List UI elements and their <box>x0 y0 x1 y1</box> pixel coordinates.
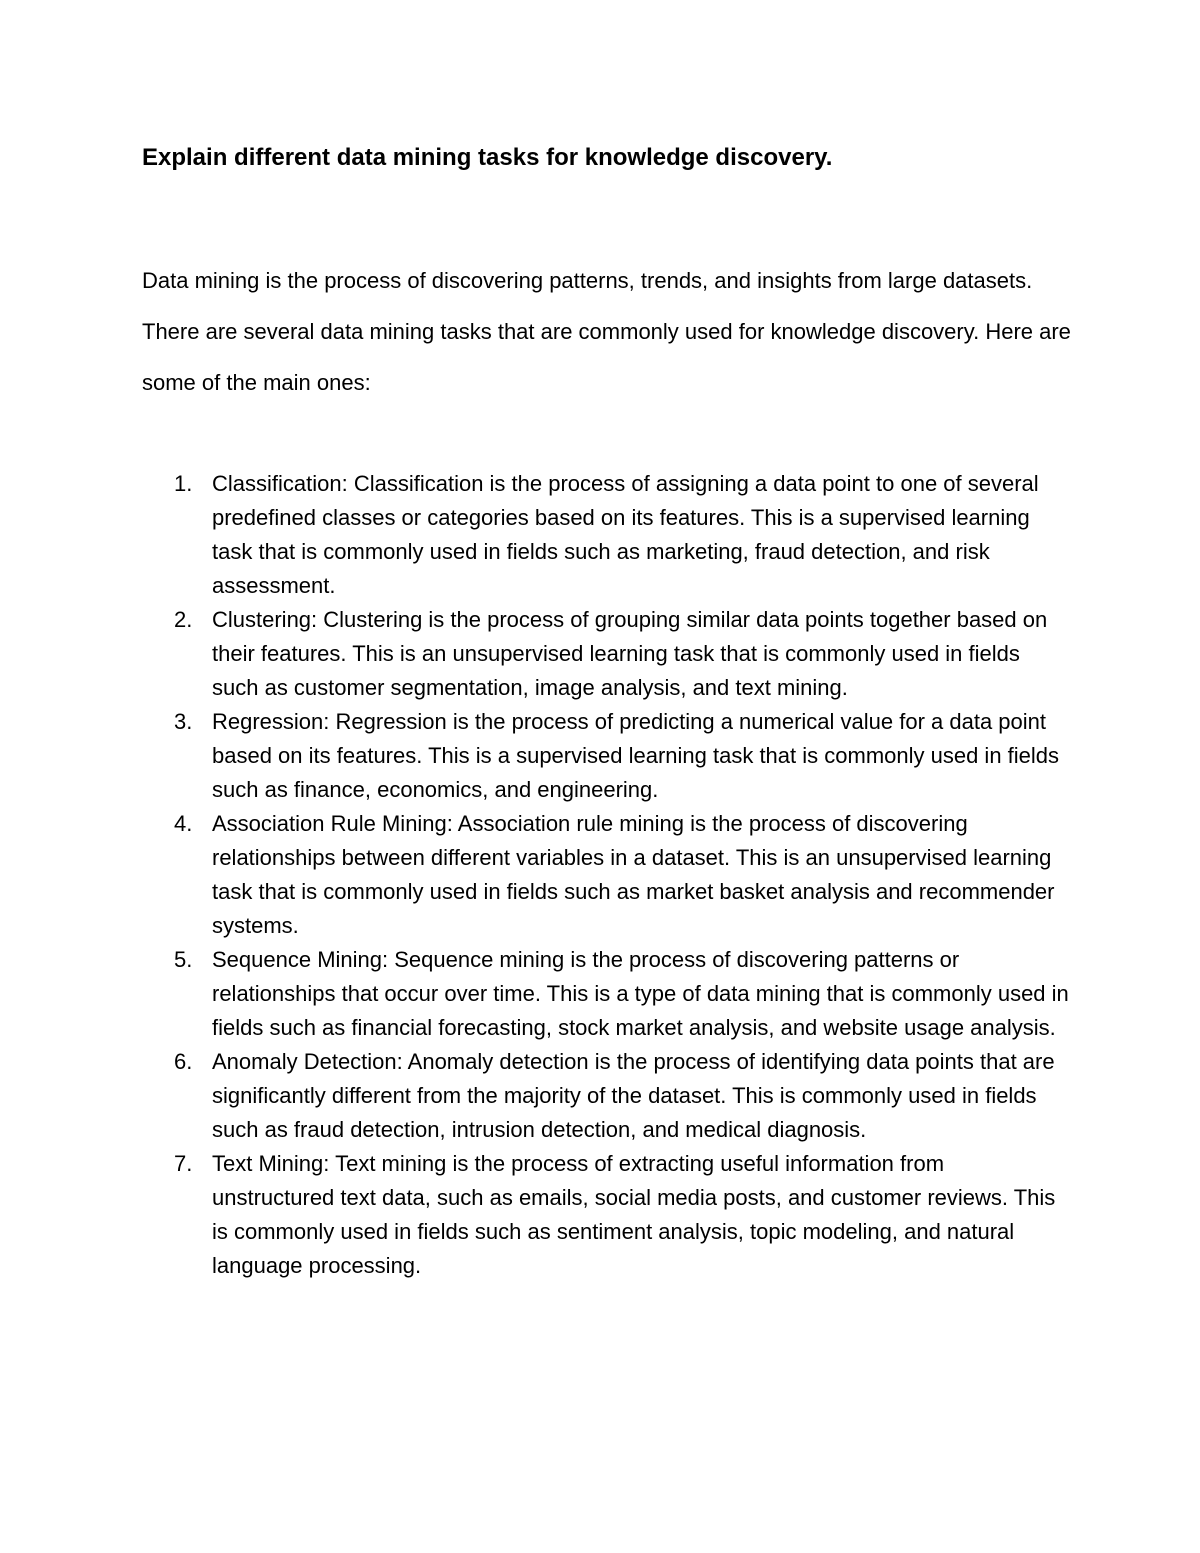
task-description: Anomaly Detection: Anomaly detection is the process of identifying data points that are significantly different from the majority of the dataset. This is commonly used in fields such as fraud detection, intrusion detection, and medical diagnosis. <box>212 1049 1055 1142</box>
task-description: Association Rule Mining: Association rule mining is the process of discovering relationships between different variables in a dataset. This is an unsupervised learning task that is commonly used in fields such as market basket analysis and recommender systems. <box>212 811 1055 938</box>
task-description: Classification: Classification is the process of assigning a data point to one of several predefined classes or categories based on its features. This is a supervised learning task that is commonly used in fields such as marketing, fraud detection, and risk assessment. <box>212 471 1039 598</box>
task-item-regression <box>142 705 1082 807</box>
task-number: 5. <box>174 947 193 972</box>
task-item-anomaly-detection <box>142 1045 1082 1147</box>
data-mining-task-list <box>142 467 1082 1283</box>
intro-paragraph: Data mining is the process of discovering patterns, trends, and insights from large datasets. There are several data mining tasks that are commonly used for knowledge discovery. Here are some of the main ones: <box>142 268 1071 395</box>
task-item-sequence-mining <box>142 943 1082 1045</box>
task-item-clustering <box>142 603 1082 705</box>
task-description: Clustering: Clustering is the process of grouping similar data points together based on their features. This is an unsupervised learning task that is commonly used in fields such as customer segmentation, image analysis, and text mining. <box>212 607 1048 700</box>
task-item-classification <box>142 467 1082 603</box>
task-description: Sequence Mining: Sequence mining is the process of discovering patterns or relationships that occur over time. This is a type of data mining that is commonly used in fields such as financial forecasting, stock market analysis, and website usage analysis. <box>212 947 1069 1040</box>
task-item-association-rule-mining <box>142 807 1082 943</box>
task-number: 4. <box>174 811 193 836</box>
task-number: 2. <box>174 607 193 632</box>
task-number: 1. <box>174 471 193 496</box>
task-description: Regression: Regression is the process of predicting a numerical value for a data point based on its features. This is a supervised learning task that is commonly used in fields such as finance, economics, and engineering. <box>212 709 1060 802</box>
task-item-text-mining <box>142 1147 1082 1283</box>
task-number: 7. <box>174 1151 193 1176</box>
document-title: Explain different data mining tasks for knowledge discovery. <box>142 144 833 171</box>
task-number: 6. <box>174 1049 193 1074</box>
task-number: 3. <box>174 709 193 734</box>
task-description: Text Mining: Text mining is the process of extracting useful information from unstructured text data, such as emails, social media posts, and customer reviews. This is commonly used in fields such as sentiment analysis, topic modeling, and natural language processing. <box>212 1151 1056 1278</box>
